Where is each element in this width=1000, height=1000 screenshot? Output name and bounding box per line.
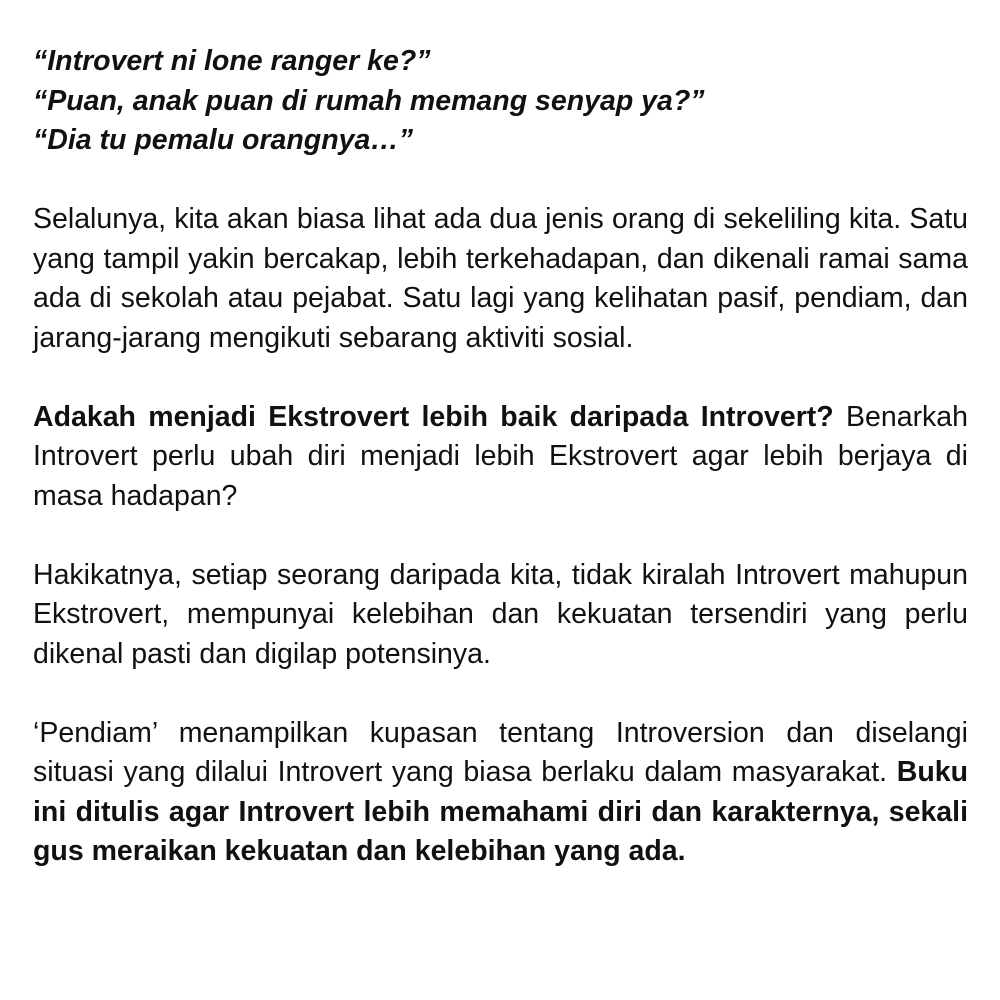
quote-line: “Dia tu pemalu orangnya…” bbox=[33, 124, 414, 156]
question-paragraph bbox=[33, 398, 968, 517]
intro-paragraph: Selalunya, kita akan biasa lihat ada dua jenis orang di sekeliling kita. Satu yang tampil yakin bercakap, lebih terkehadapan, dan dikenali ramai sama ada di sekolah atau pejabat. Satu lagi yang kelihatan pasif, pendiam, dan jarang-jarang mengikuti sebarang aktiviti sosial. bbox=[33, 203, 968, 354]
quote-line: “Puan, anak puan di rumah memang senyap ya?” bbox=[33, 84, 705, 117]
summary-text: ‘Pendiam’ menampilkan kupasan tentang Introversion dan diselangi situasi yang dilalui Introvert yang biasa berlaku dalam masyarakat. bbox=[33, 716, 968, 788]
document-page bbox=[33, 42, 968, 872]
book-summary-paragraph bbox=[33, 714, 968, 872]
summary-emphasis: Buku ini ditulis agar Introvert lebih memahami diri dan karakternya, sekali gus meraikan kekuatan dan kelebihan yang ada. bbox=[33, 756, 968, 867]
question-text: Benarkah Introvert perlu ubah diri menjadi lebih Ekstrovert agar lebih berjaya di masa hadapan? bbox=[33, 400, 969, 512]
reality-paragraph: Hakikatnya, setiap seorang daripada kita, tidak kiralah Introvert mahupun Ekstrovert, mempunyai kelebihan dan kekuatan tersendiri yang perlu dikenal pasti dan digilap potensinya. bbox=[33, 558, 968, 670]
quote-line: “Introvert ni lone ranger ke?” bbox=[33, 45, 431, 77]
question-heading: Adakah menjadi Ekstrovert lebih baik daripada Introvert? bbox=[33, 400, 834, 433]
quotes-block bbox=[33, 42, 968, 161]
